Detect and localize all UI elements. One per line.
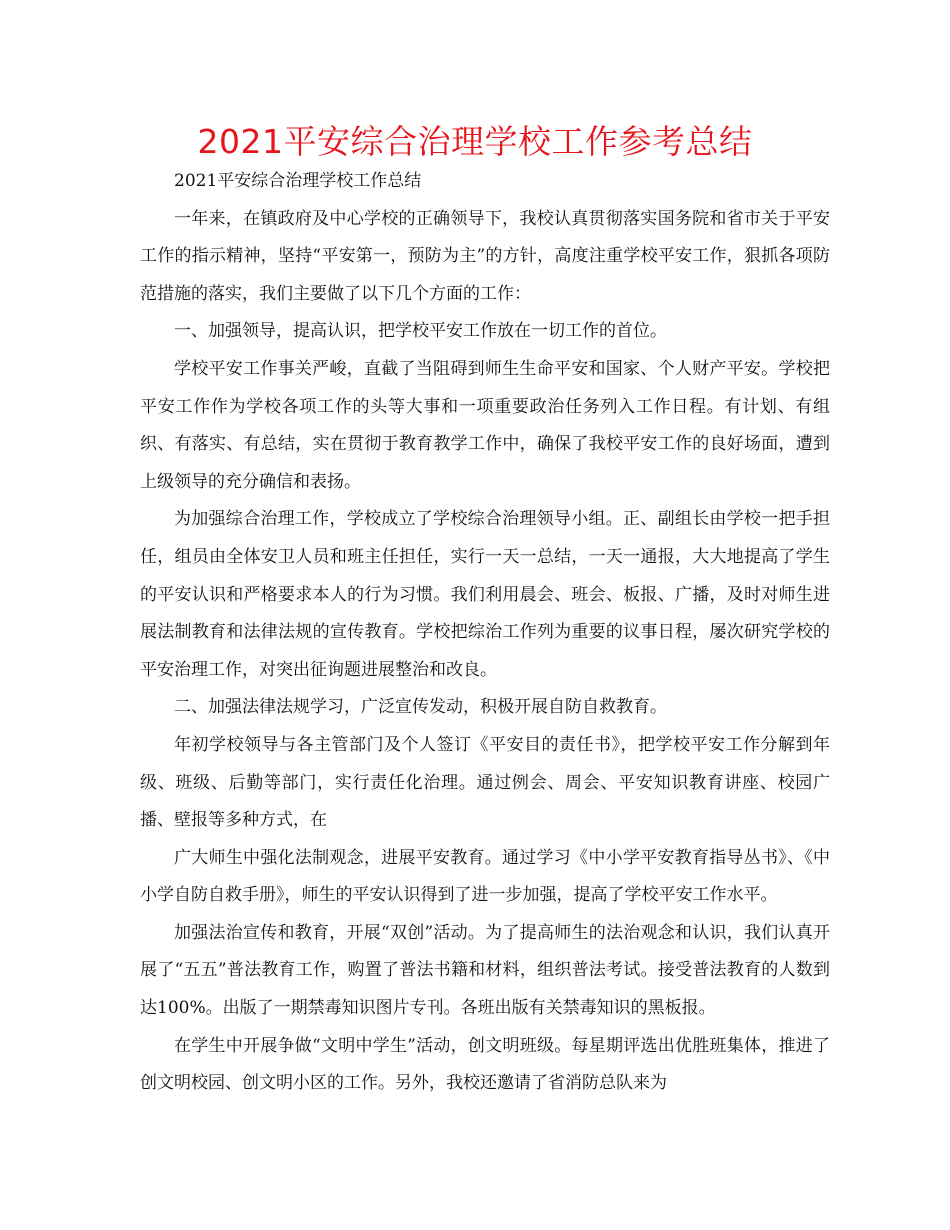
paragraph-subtitle: 2021平安综合治理学校工作总结: [174, 171, 422, 191]
document-body: [140, 163, 830, 1103]
paragraph-intro: 一年来，在镇政府及中心学校的正确领导下，我校认真贯彻落实国务院和省市关于平安工作的指示精神，坚持“平安第一，预防为主”的方针，高度注重学校平安工作，狠抓各项防范措施的落实，我们主要做了以下几个方面的工作：: [140, 208, 830, 304]
section-heading-1: 一、加强领导，提高认识，把学校平安工作放在一切工作的首位。: [174, 321, 667, 342]
paragraph: 加强法治宣传和教育，开展“双创”活动。为了提高师生的法治观念和认识，我们认真开展了“五五”普法教育工作，购置了普法书籍和材料，组织普法考试。接受普法教育的人数到达100%。出版了一期禁毒知识图片专刊。各班出版有关禁毒知识的黑板报。: [140, 922, 830, 1019]
paragraph: 学校平安工作事关严峻，直截了当阻碍到师生生命平安和国家、个人财产平安。学校把平安工作作为学校各项工作的头等大事和一项重要政治任务列入工作日程。有计划、有组织、有落实、有总结，实在贯彻于教育教学工作中，确保了我校平安工作的良好场面，遭到上级领导的充分确信和表扬。: [140, 358, 830, 492]
paragraph: 年初学校领导与各主管部门及个人签订《平安目的责任书》，把学校平安工作分解到年级、班级、后勤等部门，实行责任化治理。通过例会、周会、平安知识教育讲座、校园广播、壁报等多种方式，在: [140, 734, 830, 831]
paragraph: 在学生中开展争做“文明中学生”活动，创文明班级。每星期评选出优胜班集体，推进了创文明校园、创文明小区的工作。另外，我校还邀请了省消防总队来为: [140, 1035, 830, 1094]
paragraph: 为加强综合治理工作，学校成立了学校综合治理领导小组。正、副组长由学校一把手担任，组员由全体安卫人员和班主任担任，实行一天一总结，一天一通报，大大地提高了学生的平安认识和严格要求本人的行为习惯。我们利用晨会、班会、板报、广播，及时对师生进展法制教育和法律法规的宣传教育。学校把综治工作列为重要的议事日程，屡次研究学校的平安治理工作，对突出征询题进展整治和改良。: [140, 509, 830, 680]
document-title: 2021平安综合治理学校工作参考总结: [197, 122, 753, 161]
paragraph: 广大师生中强化法制观念，进展平安教育。通过学习《中小学平安教育指导丛书》、《中小学自防自救手册》，师生的平安认识得到了进一步加强，提高了学校平安工作水平。: [140, 847, 830, 906]
section-heading-2: 二、加强法律法规学习，广泛宣传发动，积极开展自防自救教育。: [174, 697, 667, 718]
